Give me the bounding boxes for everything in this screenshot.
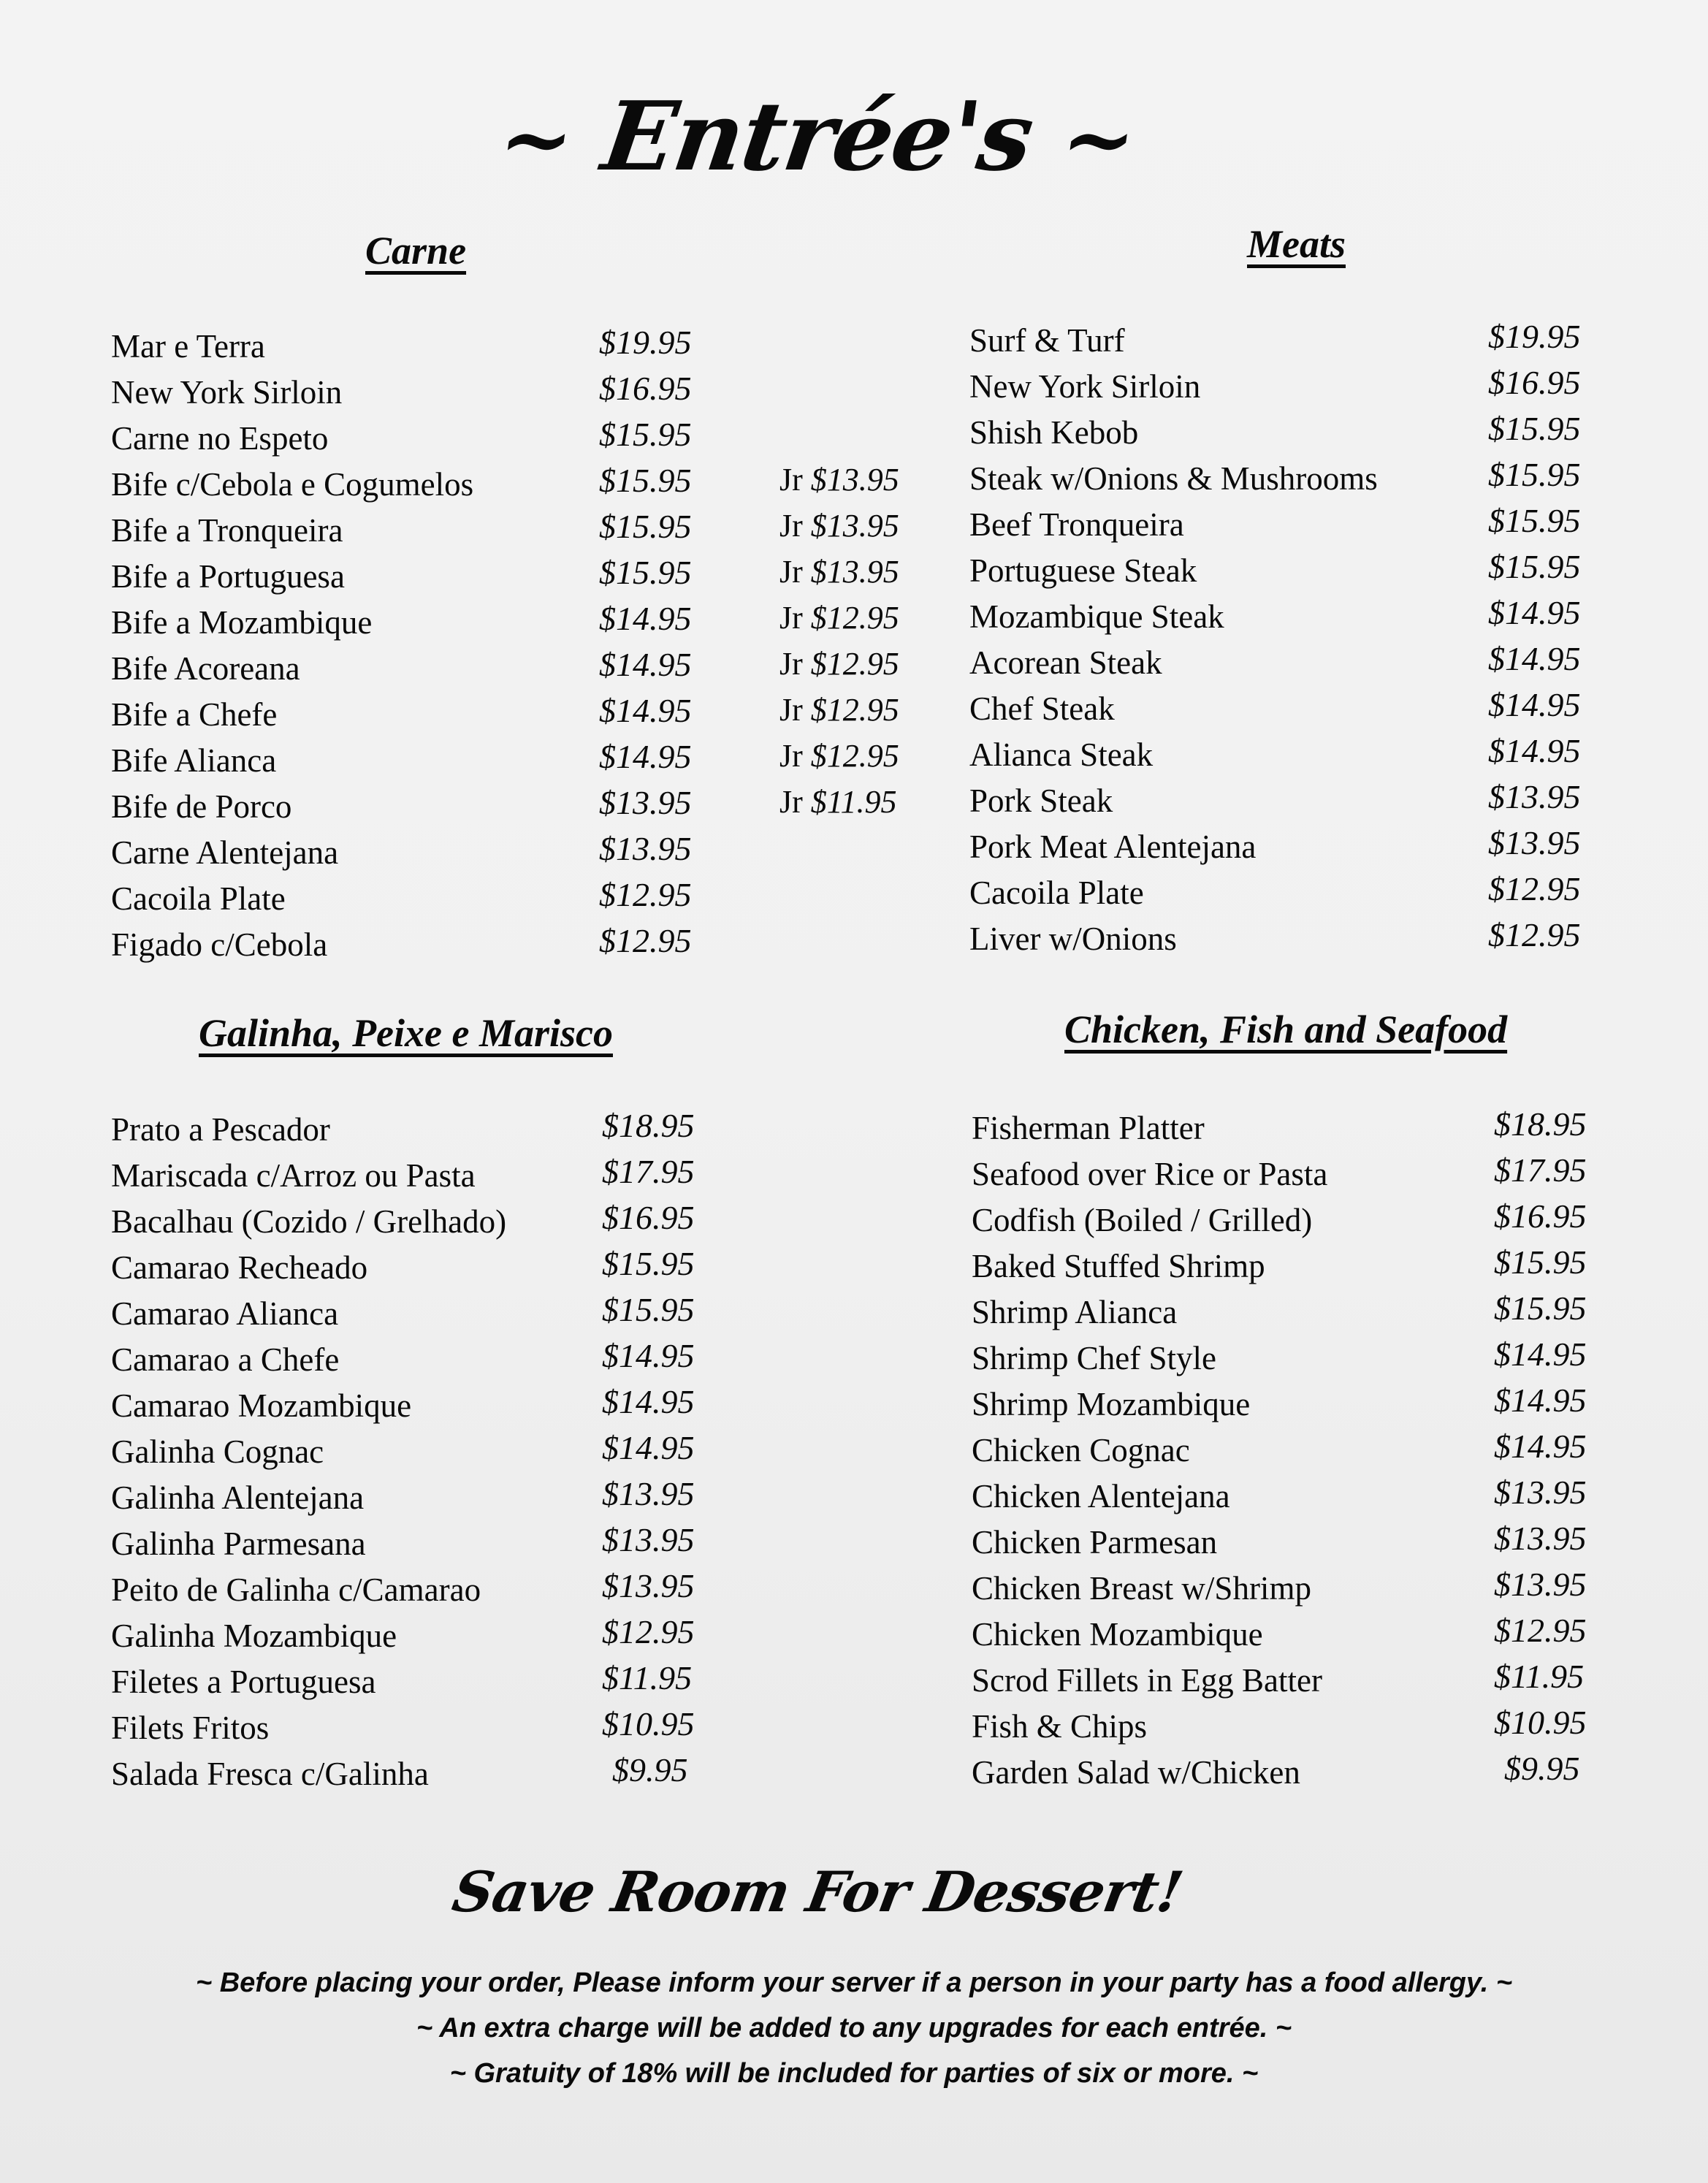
- menu-item-price: $12.95: [599, 922, 692, 959]
- menu-title-text: Entrée's: [595, 80, 1040, 192]
- menu-item-price: $15.95: [1488, 548, 1581, 585]
- menu-item-name: Bife c/Cebola e Cogumelos: [111, 466, 474, 503]
- menu-item-price: $13.95: [1494, 1474, 1587, 1511]
- menu-item-name: Shrimp Chef Style: [972, 1340, 1216, 1376]
- menu-item-name: Fish & Chips: [972, 1708, 1148, 1745]
- menu-item-row: [972, 1658, 1629, 1707]
- menu-item-name: Bife de Porco: [111, 788, 292, 825]
- menu-item-price: $17.95: [1494, 1151, 1587, 1189]
- menu-item-name: Bife Acoreana: [111, 650, 300, 687]
- menu-item-price: $9.95: [1504, 1750, 1580, 1787]
- menu-item-price: $14.95: [1488, 686, 1581, 723]
- menu-item-name: Chicken Alentejana: [972, 1478, 1230, 1515]
- menu-item-name: Chicken Parmesan: [972, 1524, 1218, 1561]
- menu-item-price: $11.95: [1494, 1658, 1585, 1695]
- menu-item-price: $18.95: [602, 1107, 695, 1144]
- menu-item-price: $12.95: [599, 876, 692, 913]
- menu-item-price: $13.95: [599, 830, 692, 867]
- menu-item-name: Camarao Alianca: [111, 1295, 339, 1332]
- menu-item-price: $14.95: [602, 1429, 695, 1466]
- menu-item-row: [972, 1520, 1629, 1569]
- menu-item-name: Filets Fritos: [111, 1710, 270, 1746]
- menu-item-name: Shrimp Mozambique: [972, 1386, 1251, 1422]
- menu-item-name: Shish Kebob: [969, 414, 1139, 451]
- menu-item-row: [972, 1612, 1629, 1661]
- menu-item-row: [972, 1382, 1629, 1430]
- menu-item-name: Baked Stuffed Shrimp: [972, 1248, 1265, 1284]
- upgrade-charge-note: ~ An extra charge will be added to any upgrades for each entrée. ~: [416, 2013, 1292, 2043]
- junior-price-value: $13.95: [810, 462, 899, 498]
- menu-item-row: [972, 1566, 1629, 1615]
- menu-item-name: Chicken Mozambique: [972, 1616, 1263, 1653]
- menu-item-price: $14.95: [602, 1383, 695, 1420]
- menu-item-price: $14.95: [599, 600, 692, 637]
- menu-item-price: $18.95: [1494, 1105, 1587, 1143]
- menu-item-price: $13.95: [602, 1475, 695, 1512]
- menu-item-row: [972, 1428, 1629, 1477]
- menu-item-row: [972, 1704, 1629, 1753]
- menu-item-name: Bife Alianca: [111, 742, 277, 779]
- junior-price-value: $12.95: [810, 646, 899, 682]
- menu-item-name: Steak w/Onions & Mushrooms: [969, 460, 1378, 497]
- menu-item-name: Mar e Terra: [111, 328, 265, 365]
- menu-item-name: Alianca Steak: [969, 736, 1154, 773]
- menu-item-price: $14.95: [599, 692, 692, 729]
- menu-item-name: Liver w/Onions: [969, 921, 1177, 957]
- menu-item-price: $15.95: [1488, 410, 1581, 447]
- menu-item-price: $10.95: [602, 1705, 695, 1742]
- menu-item-name: Prato a Pescador: [111, 1111, 330, 1148]
- menu-item-row: [972, 1243, 1629, 1292]
- menu-item-price: $9.95: [612, 1751, 688, 1788]
- menu-item-price: $15.95: [599, 554, 692, 591]
- menu-item-name: Bife a Chefe: [111, 696, 278, 733]
- junior-price-value: $12.95: [810, 600, 899, 636]
- menu-item-price: $10.95: [1494, 1704, 1587, 1741]
- menu-item-price: $14.95: [599, 646, 692, 683]
- menu-item-price: $15.95: [1494, 1243, 1587, 1281]
- menu-item-price: $15.95: [1488, 502, 1581, 539]
- menu-item-name: Fisherman Platter: [972, 1110, 1205, 1146]
- menu-item-name: Galinha Parmesana: [111, 1525, 366, 1562]
- menu-item-name: Shrimp Alianca: [972, 1294, 1178, 1330]
- menu-item-name: Chicken Cognac: [972, 1432, 1190, 1468]
- footer-notes: [0, 1960, 1708, 2096]
- section-heading-carne: Carne: [365, 229, 467, 273]
- menu-item-name: Bife a Portuguesa: [111, 558, 345, 595]
- menu-item-name: Salada Fresca c/Galinha: [111, 1756, 429, 1792]
- menu-item-price: $14.95: [1494, 1428, 1587, 1465]
- menu-item-price: $12.95: [1488, 916, 1581, 953]
- menu-item-price: $19.95: [1488, 318, 1581, 355]
- menu-item-name: Bife a Tronqueira: [111, 512, 343, 549]
- menu-item-row: [972, 1197, 1629, 1246]
- menu-item-name: Camarao a Chefe: [111, 1341, 340, 1378]
- menu-item-price: $12.95: [1494, 1612, 1587, 1649]
- menu-item-row: [972, 1289, 1629, 1338]
- menu-item-name: Codfish (Boiled / Grilled): [972, 1202, 1313, 1238]
- tilde-ornament-right: ~: [1055, 88, 1142, 191]
- menu-item-row: [972, 1105, 1629, 1154]
- menu-item-name: Cacoila Plate: [111, 880, 286, 917]
- menu-item-name: Seafood over Rice or Pasta: [972, 1156, 1328, 1192]
- menu-item-price: $16.95: [1488, 364, 1581, 401]
- menu-item-price: $19.95: [599, 324, 692, 361]
- dessert-tagline: Save Room For Dessert!: [448, 1859, 1187, 1924]
- menu-item-name: Camarao Recheado: [111, 1249, 368, 1286]
- junior-price-value: $12.95: [810, 692, 899, 728]
- menu-item-price: $14.95: [1488, 594, 1581, 631]
- menu-item-name: Peito de Galinha c/Camarao: [111, 1571, 481, 1608]
- junior-price-value: $11.95: [810, 784, 897, 820]
- section-heading-galinha: Galinha, Peixe e Marisco: [199, 1011, 613, 1055]
- junior-label: Jr: [779, 508, 803, 544]
- menu-item-price: $13.95: [602, 1567, 695, 1604]
- menu-item-price: $15.95: [599, 508, 692, 545]
- menu-item-name: Garden Salad w/Chicken: [972, 1754, 1300, 1791]
- menu-item-name: Portuguese Steak: [969, 552, 1197, 589]
- menu-item-name: Scrod Fillets in Egg Batter: [972, 1662, 1322, 1699]
- menu-item-price: $15.95: [1488, 456, 1581, 493]
- menu-item-name: Galinha Cognac: [111, 1433, 324, 1470]
- junior-price-value: $13.95: [810, 554, 899, 590]
- junior-label: Jr: [779, 600, 803, 636]
- menu-item-price: $15.95: [602, 1245, 695, 1282]
- menu-item-price: $15.95: [602, 1291, 695, 1328]
- junior-price-value: $13.95: [810, 508, 899, 544]
- menu-item-name: Camarao Mozambique: [111, 1387, 412, 1424]
- menu-item-name: Galinha Mozambique: [111, 1618, 397, 1654]
- menu-item-name: Figado c/Cebola: [111, 926, 328, 963]
- menu-item-row: [972, 1336, 1629, 1384]
- menu-item-price: $15.95: [599, 462, 692, 499]
- junior-label: Jr: [779, 738, 803, 774]
- junior-label: Jr: [779, 692, 803, 728]
- section-heading-chicken: Chicken, Fish and Seafood: [1064, 1007, 1508, 1051]
- menu-item-price: $15.95: [1494, 1289, 1587, 1327]
- junior-label: Jr: [779, 554, 803, 590]
- menu-item-price: $16.95: [1494, 1197, 1587, 1235]
- menu-item-price: $13.95: [1488, 778, 1581, 815]
- menu-item-name: Acorean Steak: [969, 644, 1162, 681]
- menu-item-name: Surf & Turf: [969, 322, 1125, 359]
- menu-item-name: Galinha Alentejana: [111, 1479, 365, 1516]
- menu-item-price: $17.95: [602, 1153, 695, 1190]
- section-heading-meats: Meats: [1247, 222, 1346, 266]
- menu-item-price: $16.95: [602, 1199, 695, 1236]
- menu-item-price: $13.95: [1494, 1566, 1587, 1603]
- menu-item-price: $16.95: [599, 370, 692, 407]
- menu-item-price: $14.95: [602, 1337, 695, 1374]
- menu-item-name: Beef Tronqueira: [969, 506, 1184, 543]
- menu-item-price: $14.95: [1488, 732, 1581, 769]
- menu-item-name: Chef Steak: [969, 690, 1115, 727]
- tilde-ornament-left: ~: [492, 88, 579, 191]
- menu-item-name: Carne Alentejana: [111, 834, 339, 871]
- menu-item-price: $15.95: [599, 416, 692, 453]
- junior-price-value: $12.95: [810, 738, 899, 774]
- allergy-note: ~ Before placing your order, Please inform your server if a person in your party has a food allergy. ~: [195, 1967, 1513, 1998]
- menu-item-price: $12.95: [602, 1613, 695, 1650]
- menu-item-price: $11.95: [602, 1659, 693, 1696]
- menu-item-row: [972, 1750, 1629, 1799]
- menu-item-name: Mozambique Steak: [969, 598, 1224, 635]
- menu-item-row: [972, 1474, 1629, 1523]
- menu-item-name: Pork Steak: [969, 782, 1113, 819]
- menu-item-price: $13.95: [1488, 824, 1581, 861]
- menu-item-price: $12.95: [1488, 870, 1581, 907]
- junior-label: Jr: [779, 784, 803, 820]
- menu-item-name: Chicken Breast w/Shrimp: [972, 1570, 1311, 1607]
- menu-item-price: $14.95: [1488, 640, 1581, 677]
- menu-item-price: $13.95: [1494, 1520, 1587, 1557]
- menu-item-price: $13.95: [599, 784, 692, 821]
- menu-item-name: New York Sirloin: [111, 374, 343, 411]
- junior-label: Jr: [779, 646, 803, 682]
- menu-item-name: Mariscada c/Arroz ou Pasta: [111, 1157, 476, 1194]
- menu-item-name: Bacalhau (Cozido / Grelhado): [111, 1203, 507, 1240]
- menu-item-price: $14.95: [1494, 1336, 1587, 1373]
- junior-label: Jr: [779, 462, 803, 498]
- menu-item-row: [972, 1151, 1629, 1200]
- menu-item-name: Pork Meat Alentejana: [969, 828, 1257, 865]
- menu-item-name: Filetes a Portuguesa: [111, 1664, 376, 1700]
- gratuity-note: ~ Gratuity of 18% will be included for parties of six or more. ~: [449, 2058, 1259, 2089]
- menu-item-name: Carne no Espeto: [111, 420, 329, 457]
- menu-item-price: $14.95: [599, 738, 692, 775]
- menu-item-price: $13.95: [602, 1521, 695, 1558]
- menu-item-name: Cacoila Plate: [969, 875, 1144, 911]
- menu-item-name: Bife a Mozambique: [111, 604, 373, 641]
- menu-item-price: $14.95: [1494, 1382, 1587, 1419]
- menu-item-name: New York Sirloin: [969, 368, 1201, 405]
